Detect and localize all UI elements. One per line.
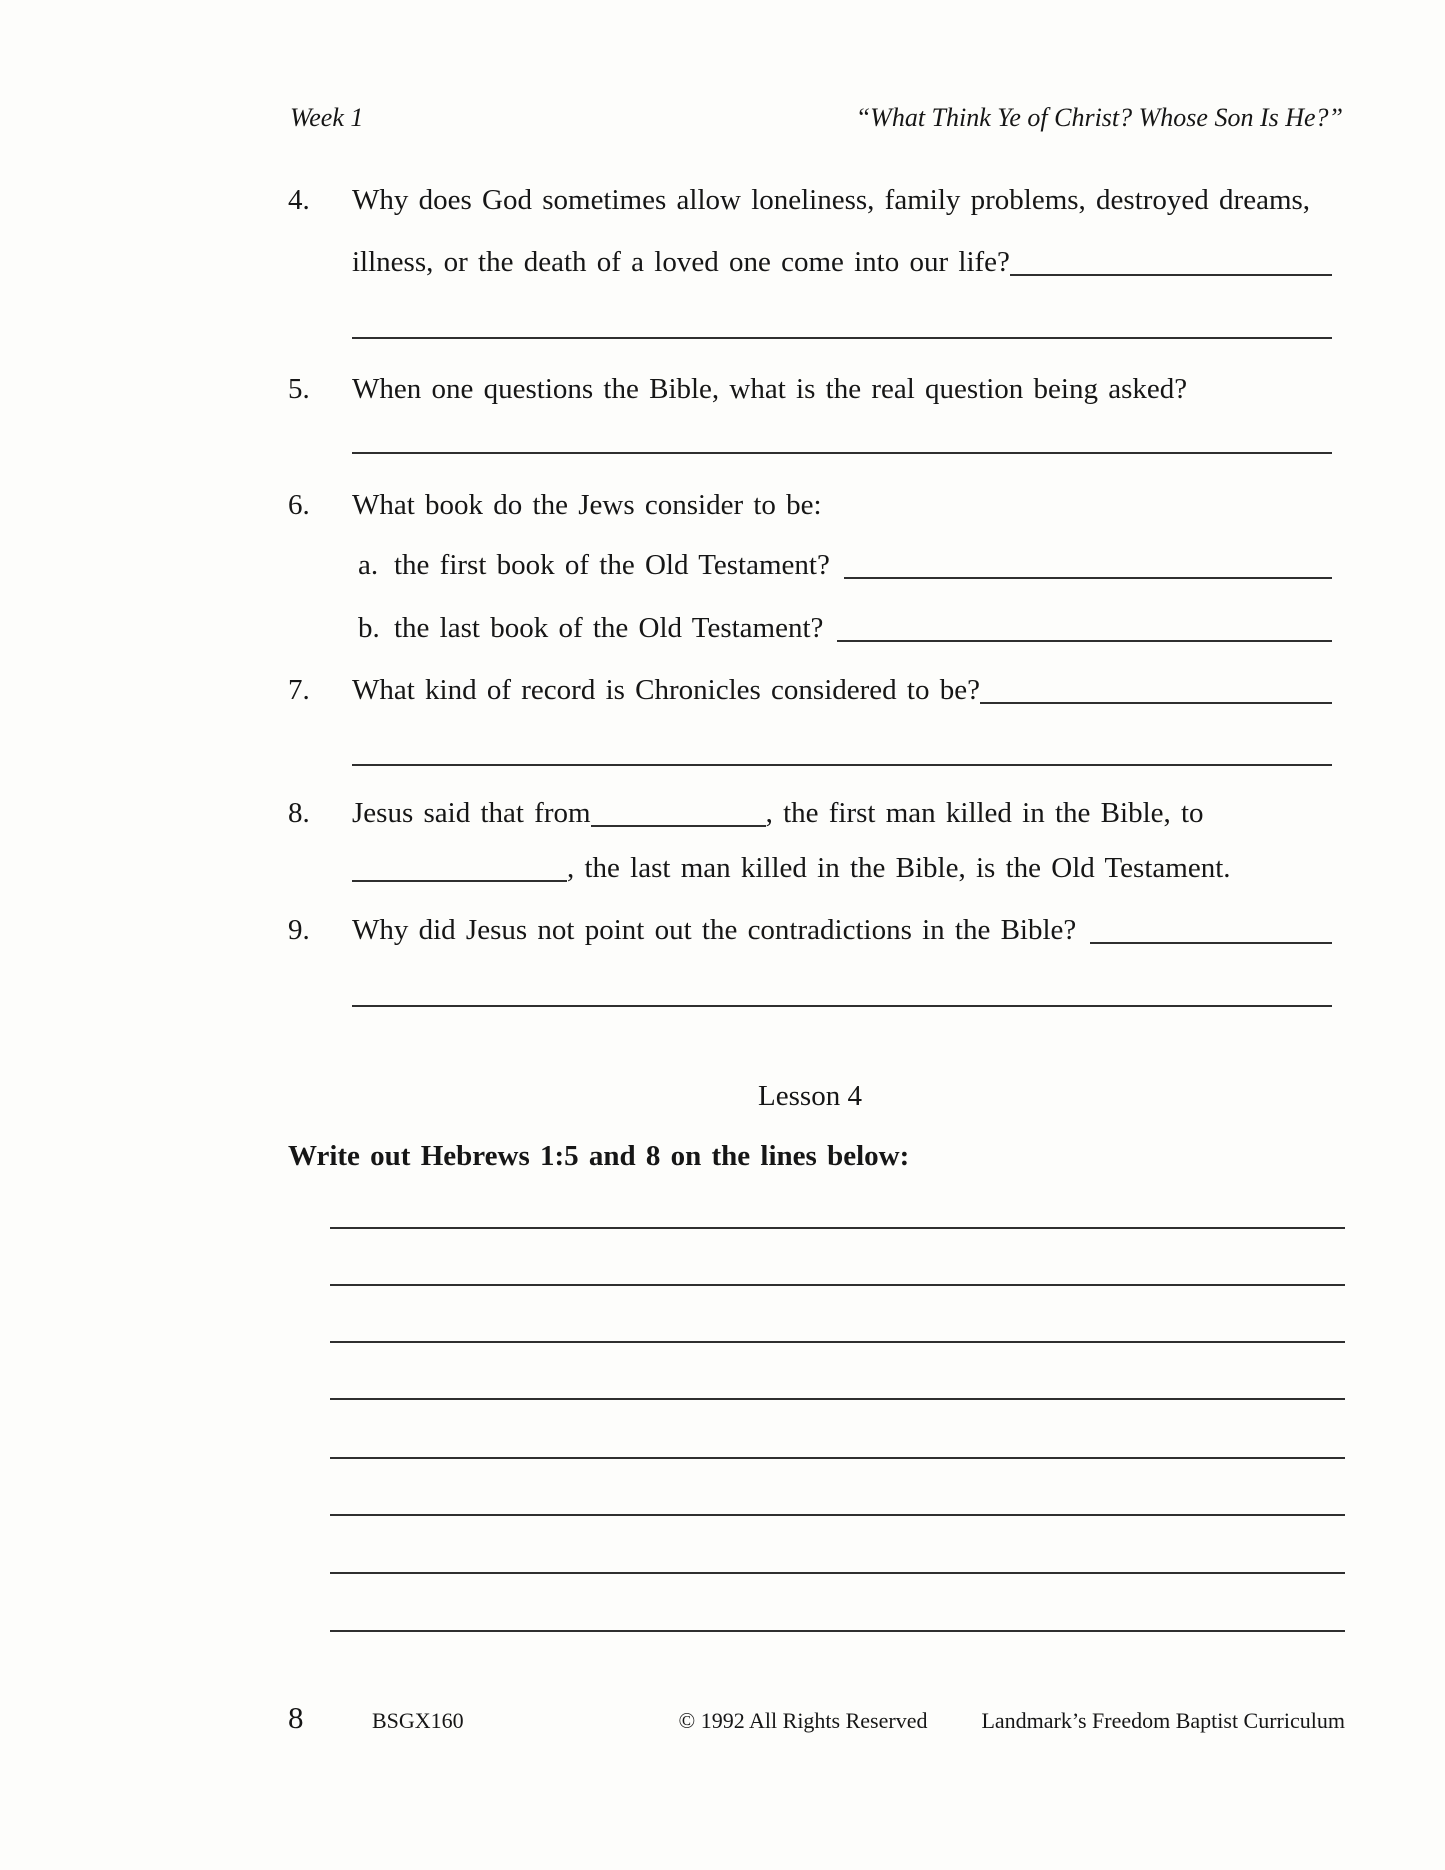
lesson-heading: Lesson 4	[758, 1080, 862, 1112]
writing-line	[330, 1398, 1345, 1400]
answer-blank-inline	[980, 673, 1332, 704]
writing-line	[330, 1572, 1345, 1574]
question-number: 8.	[288, 797, 310, 829]
writing-line	[330, 1284, 1345, 1286]
writing-line	[330, 1457, 1345, 1459]
question-8-row-1	[288, 796, 1332, 831]
question-text: What book do the Jews consider to be:	[352, 489, 822, 521]
question-6-row	[288, 488, 1332, 523]
header-week-label: Week 1	[290, 103, 364, 132]
question-number: 7.	[288, 674, 310, 706]
header-title-quote: “What Think Ye of Christ? Whose Son Is He?”	[855, 103, 1343, 132]
answer-blank-inline	[844, 548, 1332, 579]
answer-line	[352, 764, 1332, 766]
question-9-row	[288, 913, 1332, 948]
question-5-row	[288, 372, 1332, 407]
answer-blank-inline	[591, 796, 766, 827]
answer-blank-inline	[1090, 913, 1332, 944]
question-text: When one questions the Bible, what is the real question being asked?	[352, 373, 1188, 405]
question-text: , the first man killed in the Bible, to	[765, 797, 1204, 829]
question-6a-row	[358, 548, 1332, 583]
writing-line	[330, 1514, 1345, 1516]
answer-blank-inline	[837, 611, 1332, 642]
question-7-row	[288, 673, 1332, 708]
answer-blank-inline	[352, 851, 567, 882]
question-8-row-2	[288, 851, 1332, 886]
question-text: , the last man killed in the Bible, is the Old Testament.	[567, 852, 1231, 884]
question-4-row-1	[288, 183, 1332, 218]
answer-line	[352, 1005, 1332, 1007]
question-number-spacer	[288, 245, 352, 280]
question-text: Why did Jesus not point out the contradictions in the Bible?	[352, 914, 1077, 946]
question-6b-row	[358, 611, 1332, 646]
question-text: illness, or the death of a loved one come into our life?	[352, 246, 1010, 278]
subquestion-text: the last book of the Old Testament?	[394, 612, 824, 644]
question-number: 4.	[288, 184, 310, 216]
answer-line	[352, 452, 1332, 454]
question-number-spacer	[288, 851, 352, 886]
footer-page-number: 8	[288, 1700, 304, 1735]
answer-line	[352, 337, 1332, 339]
writing-line	[330, 1341, 1345, 1343]
question-number: 9.	[288, 914, 310, 946]
writing-line	[330, 1227, 1345, 1229]
question-text: Jesus said that from	[352, 797, 591, 829]
question-text: What kind of record is Chronicles considered to be?	[352, 674, 980, 706]
question-text: Why does God sometimes allow loneliness, family problems, destroyed dreams,	[352, 184, 1311, 216]
question-4-row-2	[288, 245, 1332, 280]
footer-code: BSGX160	[372, 1708, 464, 1733]
instruction-heading: Write out Hebrews 1:5 and 8 on the lines below:	[288, 1140, 910, 1172]
subquestion-text: the first book of the Old Testament?	[394, 549, 830, 581]
footer-publisher: Landmark’s Freedom Baptist Curriculum	[981, 1708, 1345, 1733]
answer-blank-inline	[1010, 245, 1332, 276]
writing-line	[330, 1630, 1345, 1632]
footer-copyright: © 1992 All Rights Reserved	[678, 1708, 928, 1733]
subquestion-label: a.	[358, 549, 379, 581]
question-number: 5.	[288, 373, 310, 405]
subquestion-label: b.	[358, 612, 380, 644]
question-number: 6.	[288, 489, 310, 521]
